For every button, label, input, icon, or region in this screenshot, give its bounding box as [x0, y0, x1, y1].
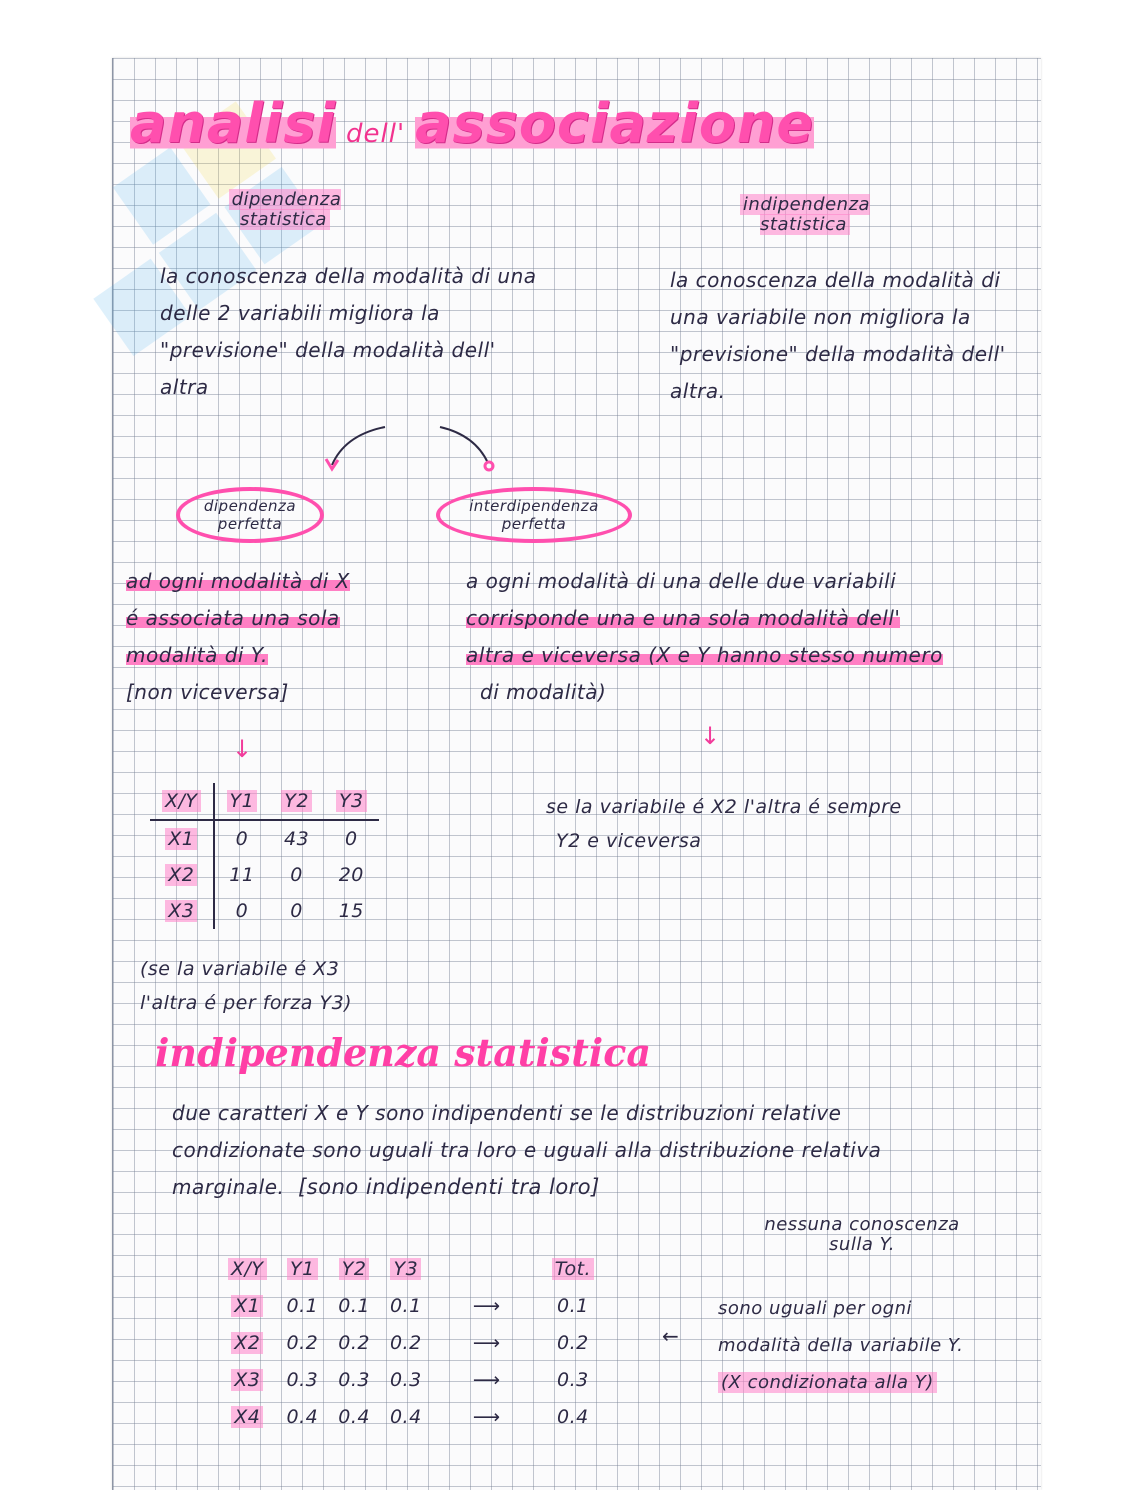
indipendenza-definition: due caratteri X e Y sono indipendenti se le distribuzioni relative condizionate sono uguali tra loro e uguali alla distribuzione relativa marginale. [sono indipendenti tra loro] [172, 1101, 882, 1199]
left-arrow-icon: ← [662, 1324, 679, 1348]
interdipendenza-text: a ogni modalità di una delle due variabili corrisponde una e una sola modalità dell' altra e viceversa (X e Y hanno stesso numero di modalità) [466, 569, 943, 704]
table-row: X2 0.2 0.2 0.2 ⟶ 0.2 [218, 1324, 604, 1361]
side-notes: sono uguali per ogni modalità della variabile Y. (X condizionata alla Y) [718, 1298, 964, 1393]
down-arrow-icon: ↓ [232, 735, 253, 763]
page-title [130, 92, 814, 155]
table-row: X3 0 0 15 [150, 893, 379, 929]
right-arrow-icon: ⟶ [472, 1368, 501, 1391]
interdip-example-note: se la variabile é X2 l'altra é sempre Y2 e viceversa [546, 796, 902, 852]
heading-dipendenza: dipendenza statistica [215, 190, 355, 230]
title-word-2: dell' [346, 119, 406, 149]
table-row: X2 11 0 20 [150, 857, 379, 893]
right-arrow-icon: ⟶ [472, 1405, 501, 1428]
table-row: X1 0.1 0.1 0.1 ⟶ 0.1 [218, 1287, 604, 1324]
dipendenza-perfetta-text: ad ogni modalità di X é associata una sola modalità di Y. [non viceversa] [126, 569, 350, 704]
table-row: X1 0 43 0 [150, 820, 379, 857]
indipendenza-description: la conoscenza della modalità di una variabile non migliora la "previsione" della modalità dell' altra. [670, 268, 1006, 403]
title-word-1: analisi [130, 92, 336, 155]
table-dipendenza: X/Y Y1 Y2 Y3 X1 0 43 0 X2 11 0 20 X3 0 0 15 [150, 783, 379, 929]
side-note-top: nessuna conoscenza sulla Y. [764, 1214, 960, 1255]
table1-note: (se la variabile é X3 l'altra é per forza Y3) [140, 958, 353, 1014]
table-row: X4 0.4 0.4 0.4 ⟶ 0.4 [218, 1398, 604, 1435]
title-word-3: associazione [415, 92, 814, 155]
right-arrow-icon: ⟶ [472, 1294, 501, 1317]
dipendenza-description: la conoscenza della modalità di una delle 2 variabili migliora la "previsione" della modalità dell' altra [160, 264, 537, 399]
branch-arrows [310, 415, 510, 485]
right-arrow-icon: ⟶ [472, 1331, 501, 1354]
section-title-indipendenza: indipendenza statistica [155, 1030, 651, 1075]
heading-indipendenza: indipendenza statistica [725, 195, 885, 235]
oval-interdipendenza-perfetta: interdipendenza perfetta [436, 487, 632, 543]
down-arrow-icon: ↓ [700, 722, 721, 750]
table-indipendenza: X/Y Y1 Y2 Y3 Tot. X1 0.1 0.1 0.1 ⟶ 0.1 X2 0.2 0.2 0.2 ⟶ 0.2 X3 0.3 0.3 0.3 ⟶ 0.3 X4 0.4 0.4 0.4 ⟶ 0.4 [218, 1250, 604, 1435]
table-row: X3 0.3 0.3 0.3 ⟶ 0.3 [218, 1361, 604, 1398]
oval-dipendenza-perfetta: dipendenza perfetta [176, 487, 324, 543]
